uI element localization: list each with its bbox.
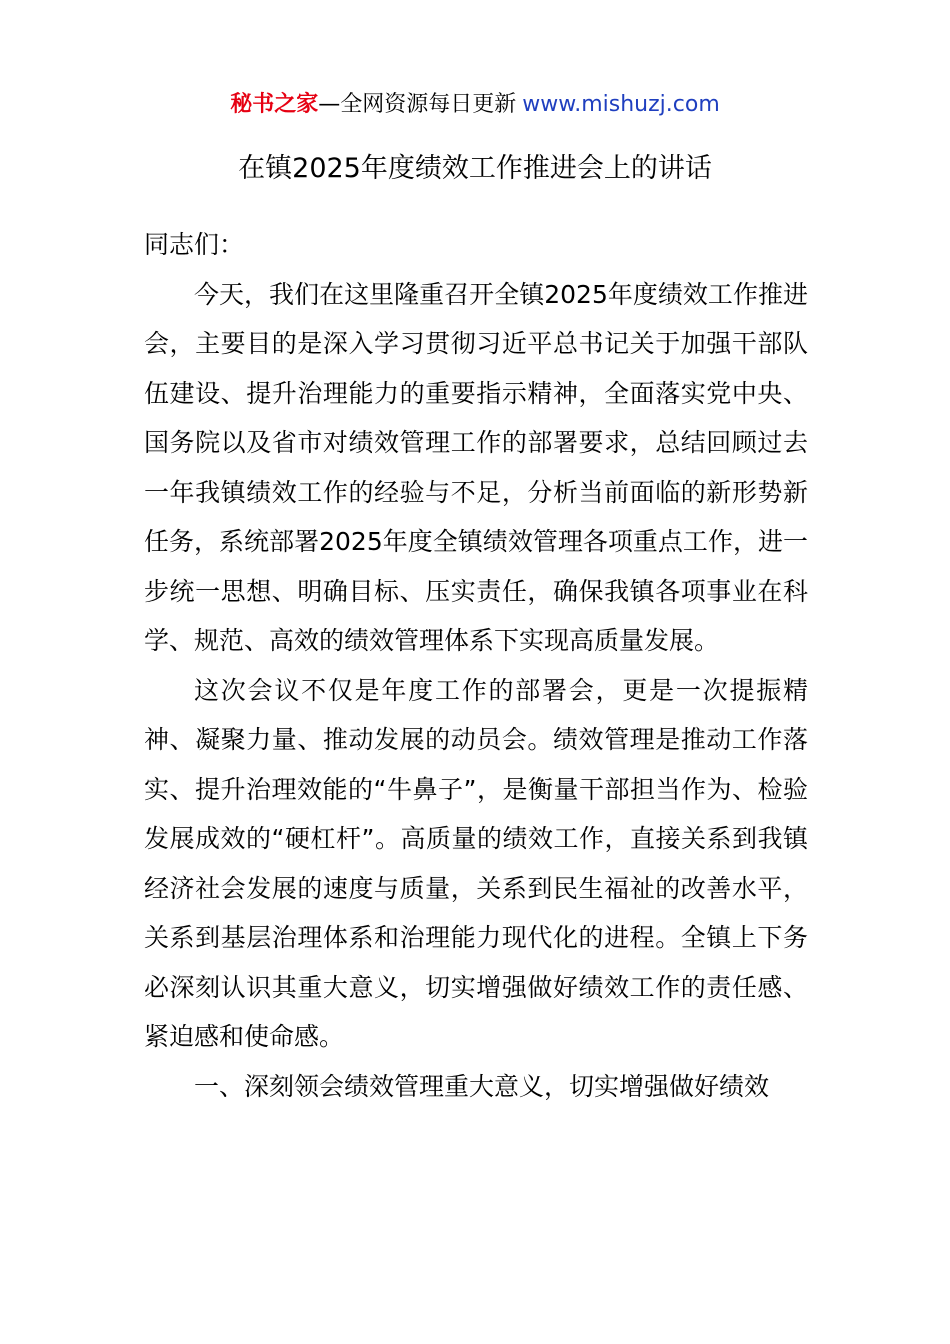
site-brand: 秘书之家 — [230, 92, 319, 117]
paragraph-2: 这次会议不仅是年度工作的部署会，更是一次提振精神、凝聚力量、推动发展的动员会。绩效管理是推动工作落实、提升治理效能的“牛鼻子”，是衡量干部担当作为、检验发展成效的“硬杠杆”。高质量的绩效工作，直接关系到我镇经济社会发展的速度与质量，关系到民生福祉的改善水平，关系到基层治理体系和治理能力现代化的进程。全镇上下务必深刻认识其重大意义，切实增强做好绩效工作的责任感、紧迫感和使命感。 — [144, 675, 808, 1051]
paragraph-1: 今天，我们在这里隆重召开全镇2025年度绩效工作推进会，主要目的是深入学习贯彻习近平总书记关于加强干部队伍建设、提升治理能力的重要指示精神，全面落实党中央、国务院以及省市对绩效管理工作的部署要求，总结回顾过去一年我镇绩效工作的经验与不足，分析当前面临的新形势新任务，系统部署2025年度全镇绩效管理各项重点工作，进一步统一思想、明确目标、压实责任，确保我镇各项事业在科学、规范、高效的绩效管理体系下实现高质量发展。 — [144, 279, 808, 655]
document-title: 在镇2025年度绩效工作推进会上的讲话 — [238, 153, 712, 184]
document-body — [144, 220, 808, 1111]
site-header — [0, 88, 950, 122]
site-url-link[interactable]: www.mishuzj.com — [522, 92, 720, 117]
section-heading: 一、深刻领会绩效管理重大意义，切实增强做好绩效 — [194, 1071, 770, 1101]
site-tagline: —全网资源每日更新 — [318, 92, 517, 117]
salutation: 同志们： — [144, 230, 245, 259]
